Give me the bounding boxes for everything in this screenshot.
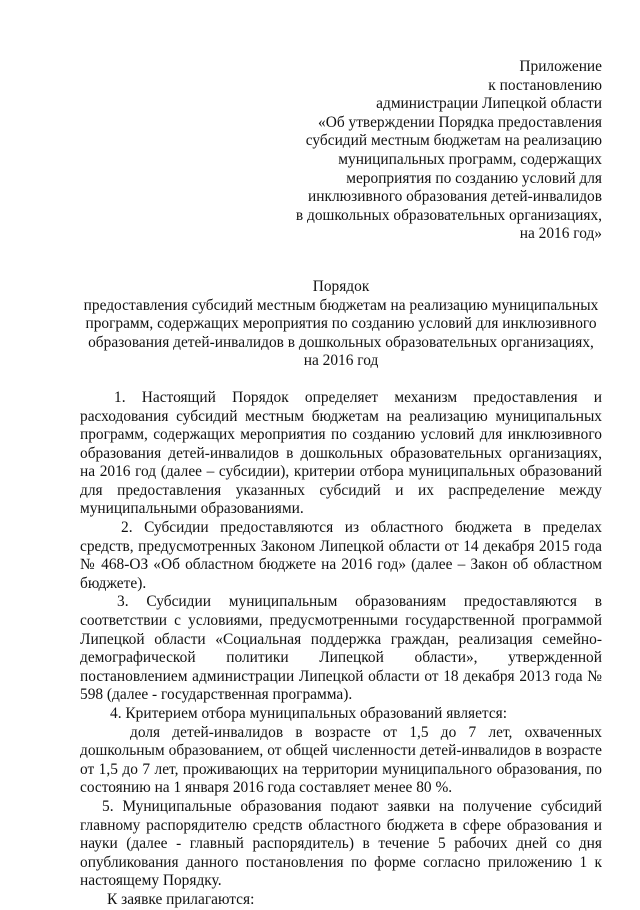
paragraph-1: 1. Настоящий Порядок определяет механизм предоставления и расходования субсидий местным бюджетам на реализацию муниципальных программ, содержащих мероприятия по созданию условий для инклюзивного образования детей-инвалидов в дошкольных образовательных организациях, на 2016 год (далее – субсидии), критерии отбора муниципальных образований для предоставления указанных субсидий и их распределение между муниципальными образованиями. — [80, 388, 602, 518]
paragraph-2: 2. Субсидии предоставляются из областного бюджета в пределах средств, предусмотренных Законом Липецкой области от 14 декабря 2015 года № 468-ОЗ «Об областном бюджете на 2016 год» (далее – Закон об областном бюджете). — [80, 519, 602, 592]
title-subtitle: предоставления субсидий местным бюджетам на реализацию муниципальных программ, содержащих мероприятия по созданию условий для инклюзивного образования детей-инвалидов в дошкольных образовательных организациях, на 2016 год — [83, 296, 599, 370]
annex-line: муниципальных программ, содержащих — [338, 150, 602, 168]
annex-line: к постановлению — [488, 76, 602, 94]
paragraph-6: К заявке прилагаются: — [107, 890, 255, 908]
document-title — [80, 278, 602, 371]
annex-line: на 2016 год» — [519, 225, 602, 243]
document-body — [80, 389, 602, 910]
annex-header — [80, 58, 602, 244]
annex-line: мероприятия по созданию условий для — [346, 169, 602, 187]
annex-line: «Об утверждении Порядка предоставления — [318, 113, 602, 131]
annex-line: администрации Липецкой области — [376, 95, 602, 113]
title-heading: Порядок — [312, 277, 370, 295]
paragraph-4-criterion: доля детей-инвалидов в возрасте от 1,5 до 7 лет, охваченных дошкольным образованием, от общей численности детей-инвалидов в возрасте от 1,5 до 7 лет, проживающих на территории муниципального образования, по состоянию на 1 января 2016 года составляет менее 80 %. — [80, 723, 602, 797]
paragraph-3: 3. Субсидии муниципальным образованиям предоставляются в соответствии с условиями, предусмотренными государственной программой Липецкой области «Социальная поддержка граждан, реализация семейно-демографической политики Липецкой области», утвержденной постановлением администрации Липецкой области от 18 декабря 2013 года № 598 (далее - государственная программа). — [80, 593, 602, 704]
annex-line: Приложение — [519, 58, 602, 75]
paragraph-5: 5. Муниципальные образования подают заявки на получение субсидий главному распорядителю средств областного бюджета в сфере образования и науки (далее - главный распорядитель) в течение 5 рабочих дней со дня опубликования данного постановления по форме согласно приложению 1 к настоящему Порядку. — [80, 797, 602, 890]
annex-line: в дошкольных образовательных организациях, — [295, 206, 602, 224]
annex-line: субсидий местным бюджетам на реализацию — [305, 132, 602, 150]
annex-line: инклюзивного образования детей-инвалидов — [308, 188, 602, 206]
paragraph-4: 4. Критерием отбора муниципальных образований является: — [110, 705, 508, 722]
